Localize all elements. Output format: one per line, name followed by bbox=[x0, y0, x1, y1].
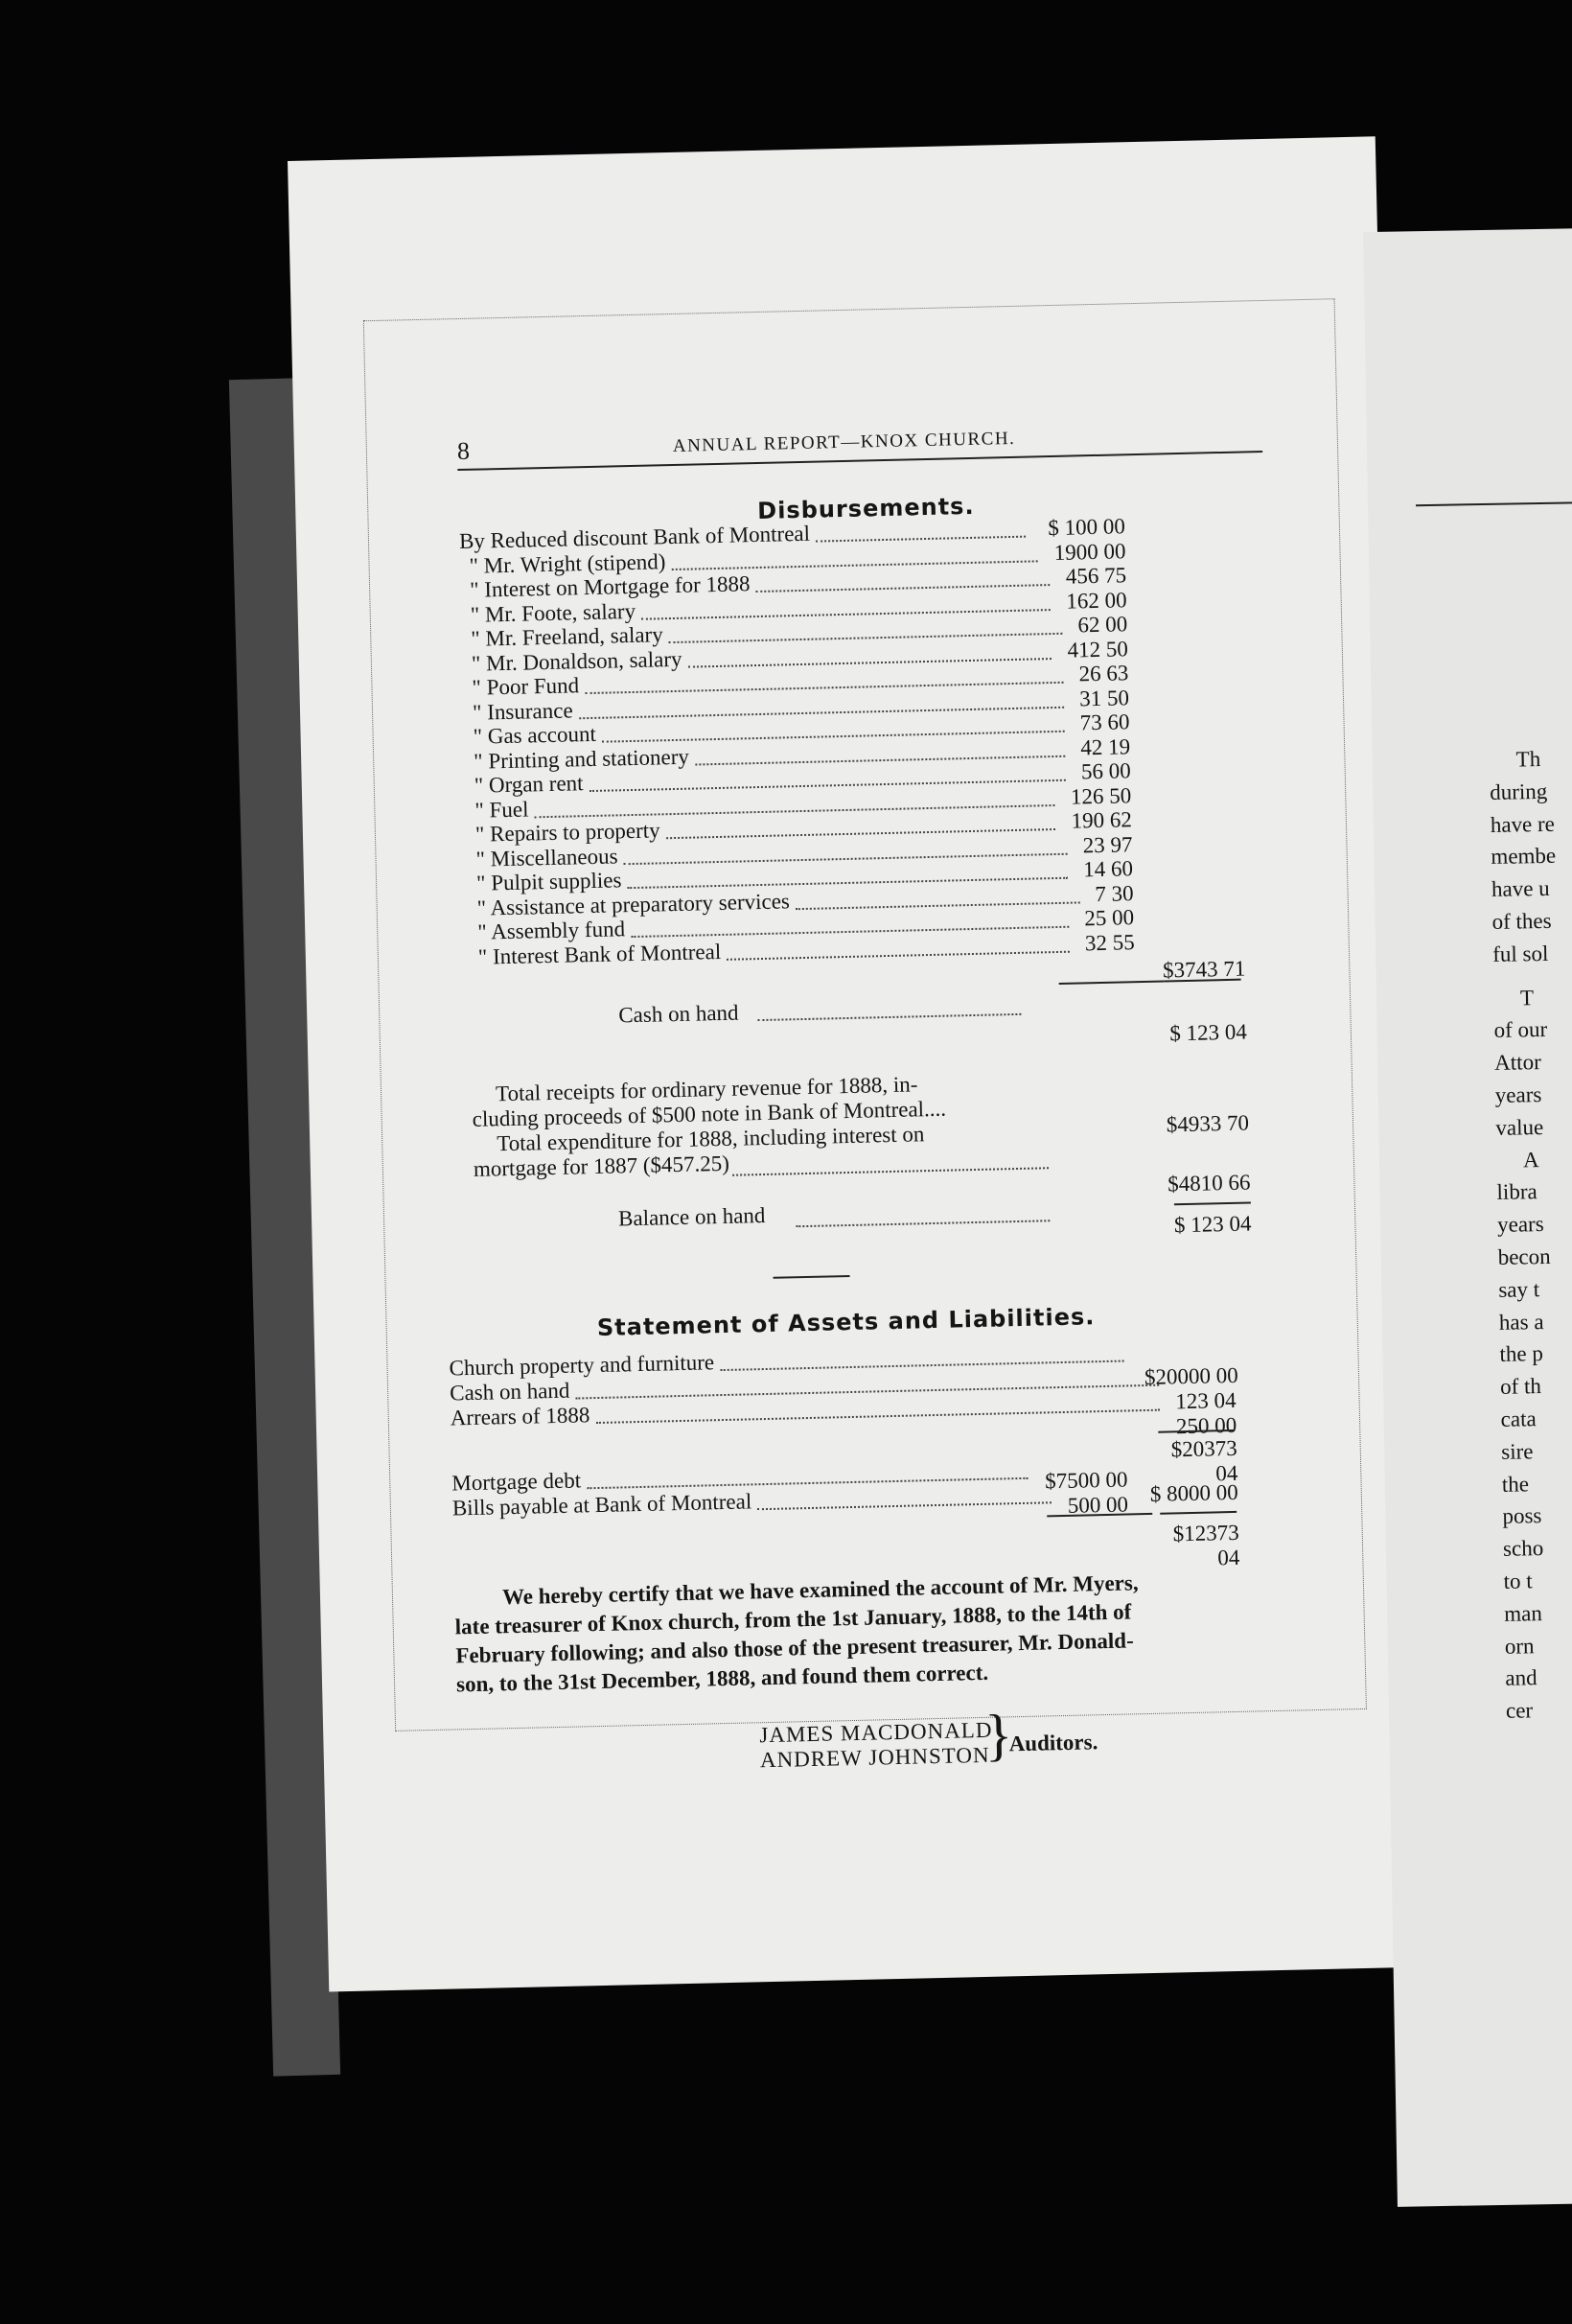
auditor-name-2: ANDREW JOHNSTON bbox=[759, 1742, 990, 1773]
disbursement-amount: 190 62 bbox=[1071, 807, 1133, 833]
running-head: ANNUAL REPORT—KNOX CHURCH. bbox=[672, 428, 1016, 456]
disbursement-label: " Mr. Donaldson, salary bbox=[471, 646, 682, 676]
asset-amount: $20000 00 bbox=[1144, 1362, 1239, 1390]
right-page-line: membe bbox=[1491, 844, 1557, 870]
right-page-line: Attor bbox=[1493, 1050, 1541, 1076]
certification-line-1: We hereby certify that we have examined the account of Mr. Myers, bbox=[501, 1570, 1139, 1610]
right-page-line: say t bbox=[1498, 1276, 1540, 1302]
right-page-line: have u bbox=[1491, 876, 1550, 902]
disbursements-total: $3743 71 bbox=[1162, 956, 1246, 983]
expenditure-amount: $4810 66 bbox=[1167, 1170, 1251, 1197]
dot-leader bbox=[816, 517, 1026, 543]
right-page-line: A bbox=[1522, 1147, 1539, 1172]
disbursement-label: " Poor Fund bbox=[472, 673, 580, 700]
right-page-line: of our bbox=[1493, 1017, 1548, 1043]
right-page-line: sire bbox=[1501, 1439, 1534, 1464]
disbursement-amount: $ 100 00 bbox=[1048, 514, 1126, 541]
balance-amount: $ 123 04 bbox=[1173, 1211, 1252, 1238]
right-page-line: man bbox=[1503, 1600, 1543, 1626]
disbursement-label: " Insurance bbox=[472, 697, 573, 725]
disbursement-label: " Mr. Freeland, salary bbox=[471, 622, 663, 651]
right-page-line: years bbox=[1496, 1212, 1544, 1238]
disbursement-label: " Interest on Mortgage for 1888 bbox=[469, 571, 751, 602]
certification-line-4: son, to the 31st December, 1888, and found them correct. bbox=[455, 1660, 989, 1697]
disbursement-label: " Repairs to property bbox=[474, 818, 660, 847]
disbursement-label: " Fuel bbox=[474, 796, 529, 823]
right-page-line: have re bbox=[1490, 811, 1556, 837]
right-page-line: cer bbox=[1505, 1698, 1534, 1723]
disbursement-amount: 23 97 bbox=[1082, 831, 1133, 857]
balance-label: Balance on hand bbox=[617, 1202, 766, 1231]
right-page-line: becon bbox=[1497, 1243, 1551, 1269]
right-page-line: has a bbox=[1498, 1309, 1544, 1335]
disbursement-amount: 162 00 bbox=[1066, 587, 1127, 614]
right-page-line: years bbox=[1494, 1082, 1542, 1107]
cash-on-hand-label: Cash on hand bbox=[618, 1000, 739, 1028]
disbursement-amount: 73 60 bbox=[1079, 709, 1130, 735]
receipts-line-1: Total receipts for ordinary revenue for 1888, in- bbox=[495, 1072, 918, 1106]
disbursement-label: " Mr. Wright (stipend) bbox=[469, 548, 666, 578]
right-page-line: during bbox=[1490, 779, 1548, 804]
disbursement-label: " Gas account bbox=[473, 721, 597, 749]
right-page-line: orn bbox=[1504, 1633, 1535, 1659]
receipts-line-2: cluding proceeds of $500 note in Bank of Montreal.... bbox=[472, 1096, 947, 1131]
right-page-line: of thes bbox=[1491, 908, 1552, 934]
liability-label: Mortgage debt bbox=[451, 1468, 582, 1496]
disbursement-label: " Assistance at preparatory services bbox=[476, 888, 791, 920]
expenditure-line-1: Total expenditure for 1888, including interest on bbox=[497, 1122, 925, 1156]
liability-amount: $7500 00 bbox=[1044, 1467, 1128, 1494]
disbursement-amount: 1900 00 bbox=[1053, 538, 1126, 565]
asset-label: Cash on hand bbox=[449, 1378, 570, 1406]
page-number: 8 bbox=[456, 436, 471, 466]
right-page-line: poss bbox=[1502, 1503, 1542, 1529]
right-page-line: value bbox=[1495, 1114, 1544, 1140]
right-page-line: of th bbox=[1499, 1374, 1542, 1400]
right-page-line: T bbox=[1519, 985, 1535, 1011]
liability-amount: 500 00 bbox=[1067, 1492, 1129, 1518]
disbursement-amount: 126 50 bbox=[1070, 782, 1132, 809]
disbursement-amount: 456 75 bbox=[1065, 563, 1127, 589]
asset-label: Church property and furniture bbox=[449, 1350, 715, 1381]
right-page-header-rule bbox=[1416, 501, 1572, 506]
right-page-line: the bbox=[1501, 1471, 1530, 1497]
disbursement-amount: 62 00 bbox=[1077, 612, 1128, 638]
disbursement-amount: 26 63 bbox=[1078, 661, 1129, 686]
right-page-line: to t bbox=[1503, 1569, 1533, 1593]
right-page bbox=[1363, 228, 1572, 2207]
receipts-amount: $4933 70 bbox=[1166, 1110, 1250, 1137]
disbursement-amount: 42 19 bbox=[1080, 733, 1131, 759]
certification-line-2: late treasurer of Knox church, from the 1st January, 1888, to the 14th of bbox=[454, 1599, 1132, 1639]
certification-line-3: February following; and also those of the present treasurer, Mr. Donald- bbox=[455, 1628, 1134, 1668]
assets-total: $20373 04 bbox=[1170, 1435, 1238, 1486]
liabilities-total: $ 8000 00 bbox=[1149, 1479, 1239, 1506]
disbursement-amount: 14 60 bbox=[1082, 856, 1134, 882]
disbursement-label: " Miscellaneous bbox=[475, 843, 618, 872]
left-page bbox=[288, 136, 1417, 1991]
disbursements-heading: Disbursements. bbox=[756, 492, 975, 524]
disbursement-amount: 25 00 bbox=[1084, 905, 1135, 931]
auditors-title: Auditors. bbox=[1008, 1730, 1098, 1756]
disbursement-amount: 56 00 bbox=[1080, 758, 1131, 784]
assets-heading: Statement of Assets and Liabilities. bbox=[596, 1303, 1096, 1341]
right-page-line: scho bbox=[1502, 1536, 1544, 1562]
disbursement-label: " Interest Bank of Montreal bbox=[477, 939, 722, 969]
disbursement-amount: 7 30 bbox=[1095, 880, 1134, 906]
asset-amount: 250 00 bbox=[1175, 1412, 1237, 1439]
disbursement-amount: 412 50 bbox=[1067, 636, 1129, 662]
liability-label: Bills payable at Bank of Montreal bbox=[451, 1489, 752, 1521]
disbursement-label: By Reduced discount Bank of Montreal bbox=[458, 521, 811, 554]
disbursement-label: " Organ rent bbox=[474, 771, 584, 798]
disbursement-label: " Printing and stationery bbox=[473, 744, 690, 774]
right-page-line: ful sol bbox=[1491, 941, 1549, 966]
asset-label: Arrears of 1888 bbox=[450, 1403, 590, 1430]
auditor-name-1: JAMES MACDONALD bbox=[759, 1717, 993, 1748]
disbursement-amount: 32 55 bbox=[1084, 929, 1135, 955]
right-page-text bbox=[1363, 228, 1572, 1723]
right-page-line: the p bbox=[1499, 1341, 1544, 1367]
asset-amount: 123 04 bbox=[1175, 1387, 1237, 1414]
disbursement-label: " Mr. Foote, salary bbox=[470, 598, 636, 627]
disbursement-amount: 31 50 bbox=[1078, 685, 1130, 710]
net-assets: $12373 04 bbox=[1172, 1520, 1240, 1570]
brace-icon: } bbox=[983, 1703, 1013, 1767]
disbursement-label: " Assembly fund bbox=[477, 917, 626, 944]
right-page-line: cata bbox=[1500, 1406, 1537, 1431]
right-page-line: Th bbox=[1515, 747, 1541, 772]
right-page-line: libra bbox=[1496, 1179, 1537, 1205]
cash-on-hand-amount: $ 123 04 bbox=[1169, 1019, 1248, 1046]
right-page-line: and bbox=[1505, 1665, 1537, 1691]
disbursement-label: " Pulpit supplies bbox=[475, 868, 622, 895]
expenditure-line-2: mortgage for 1887 ($457.25) bbox=[473, 1150, 730, 1181]
